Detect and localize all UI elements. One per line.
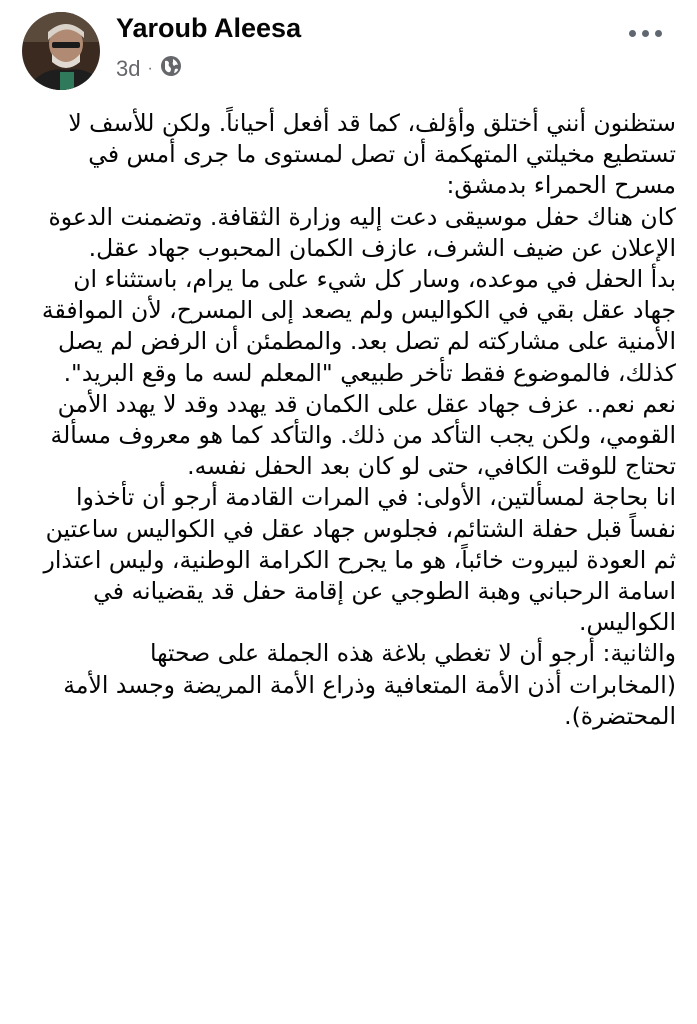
post-meta	[116, 56, 182, 82]
meta-separator: ·	[147, 60, 153, 77]
post-paragraph: انا بحاجة لمسألتين، الأولى: في المرات القادمة أرجو أن تأخذوا نفساً قبل حفلة الشتائم، فجلوس جهاد عقل في الكواليس ساعتين ثم العودة لبيروت خائباً، هو ما يجرح الكرامة الوطنية، وليس اعتذار اسامة الرحباني وهبة الطوجي عن إقامة حفل قد يقضيانه في الكواليس.	[43, 483, 676, 637]
post-paragraph: والثانية: أرجو أن لا تغطي بلاغة هذه الجملة على صحتها (المخابرات أذن الأمة المتعافية وذراع الأمة المريضة وجسد الأمة المحتضرة).	[63, 639, 676, 730]
post-text	[36, 108, 676, 732]
post-paragraph: بدأ الحفل في موعده، وسار كل شيء على ما يرام، باستثناء ان جهاد عقل بقي في الكواليس ولم يصعد إلى المسرح، لأن الموافقة الأمنية على مشاركته لم تصل بعد. والمطمئن أن الرفض لم يصل كذلك، فالموضوع فقط تأخر طبيعي "المعلم لسه ما وقع البريد".	[41, 265, 676, 387]
post-header	[0, 0, 697, 100]
author-name[interactable]: Yaroub Aleesa	[116, 13, 302, 43]
post-paragraph: نعم نعم.. عزف جهاد عقل على الكمان قد يهدد وقد لا يهدد الأمن القومي، ولكن يجب التأكد من ذلك. والتأكد كما هو معروف مسألة تحتاج للوقت الكافي، حتى لو كان بعد الحفل نفسه.	[50, 389, 676, 481]
globe-icon[interactable]	[160, 55, 182, 83]
avatar-photo-icon	[22, 12, 100, 90]
post-paragraph: ستظنون أنني أختلق وأؤلف، كما قد أفعل أحياناً. ولكن للأسف لا تستطيع مخيلتي المتهكمة أن تصل لمستوى ما جرى أمس في مسرح الحمراء بدمشق:	[68, 109, 676, 200]
author-avatar[interactable]	[22, 12, 100, 90]
post-timestamp[interactable]: 3d	[116, 56, 141, 81]
post-paragraph: كان هناك حفل موسيقى دعت إليه وزارة الثقافة. وتضمنت الدعوة الإعلان عن ضيف الشرف، عازف الكمان المحبوب جهاد عقل.	[48, 202, 676, 262]
more-options-icon[interactable]	[620, 20, 670, 46]
